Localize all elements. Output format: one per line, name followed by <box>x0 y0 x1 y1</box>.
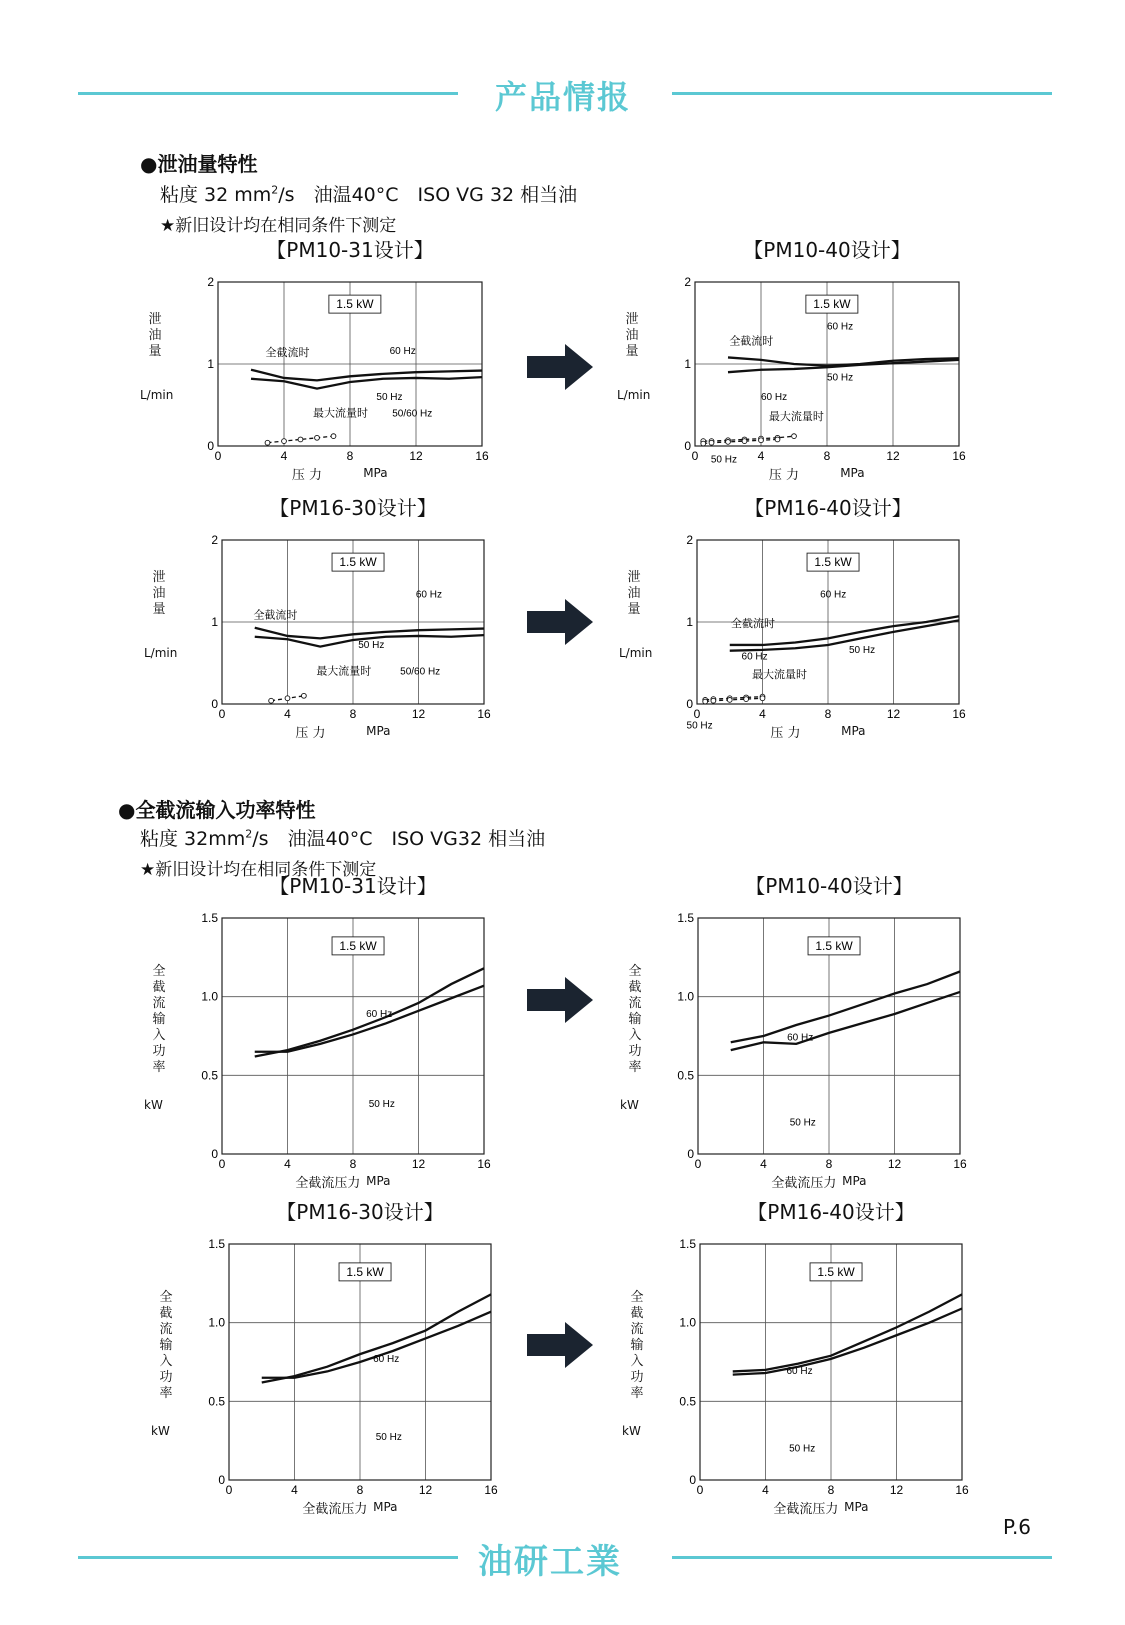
curve-label: 50/60 Hz <box>400 666 441 678</box>
x-tick-label: 0 <box>693 707 701 721</box>
y-label-char: 入 <box>628 1028 642 1043</box>
y-label-char: 泄 <box>627 570 641 585</box>
leak-y-unit: L/min <box>619 646 653 660</box>
curve-label: 60 Hz <box>389 346 416 358</box>
x-tick-label: 0 <box>218 707 226 721</box>
power-y-axis-label <box>159 1290 173 1402</box>
x-tick-label: 12 <box>418 1483 433 1497</box>
curve-label: 50 Hz <box>827 372 854 384</box>
curve-label: 50/60 Hz <box>392 408 433 420</box>
x-tick-label: 8 <box>349 1157 357 1171</box>
power-x-axis-label: 全截流压力 <box>295 1176 361 1191</box>
power-chart-1 <box>192 908 514 1184</box>
arrow-polygon <box>527 344 593 390</box>
x-tick-label: 12 <box>411 1157 426 1171</box>
series-line <box>262 1294 491 1382</box>
leak-chart-3 <box>192 530 514 734</box>
arrow-polygon <box>527 1322 593 1368</box>
rating-label: 1.5 kW <box>336 297 374 312</box>
curve-label: 60 Hz <box>366 1009 393 1021</box>
y-label-char: 截 <box>628 980 642 995</box>
curve-label: 60 Hz <box>787 1032 814 1044</box>
y-tick-label: 2 <box>686 533 693 547</box>
leak-x-axis-label: 压 力 <box>770 726 801 741</box>
leak-y-unit: L/min <box>144 646 178 660</box>
curve-label: 全截流时 <box>729 335 774 348</box>
y-tick-label: 2 <box>211 533 218 547</box>
section1-note: ★新旧设计均在相同条件下测定 <box>160 216 397 236</box>
x-tick-label: 16 <box>953 1157 967 1171</box>
y-tick-label: 1 <box>684 357 691 371</box>
leak-chart-svg <box>665 272 989 476</box>
leak-chart-title: 【PM10-40设计】 <box>743 238 911 262</box>
x-tick-label: 0 <box>696 1483 704 1497</box>
arrow-polygon <box>527 599 593 645</box>
power-x-axis-label: 全截流压力 <box>771 1176 837 1191</box>
y-label-char: 量 <box>627 602 641 617</box>
power-chart-2 <box>668 908 990 1184</box>
y-tick-label: 2 <box>684 275 691 289</box>
leak-y-unit: L/min <box>140 388 174 402</box>
cond-suffix: /s 油温40°C ISO VG32 相当油 <box>252 828 546 850</box>
y-label-char: 量 <box>148 344 162 359</box>
x-tick-label: 4 <box>291 1483 298 1497</box>
arrow-right-icon <box>525 975 595 1025</box>
footer-rule-left <box>78 1556 458 1559</box>
x-tick-label: 0 <box>218 1157 226 1171</box>
x-tick-label: 16 <box>952 449 966 463</box>
y-tick-label: 1 <box>211 615 218 629</box>
curve-label: 50 Hz <box>848 645 876 657</box>
x-tick-label: 16 <box>475 449 489 463</box>
power-chart-title: 【PM16-40设计】 <box>747 1200 915 1224</box>
y-tick-label: 1.5 <box>677 911 694 925</box>
curve-label: 50 Hz <box>376 392 403 404</box>
power-y-unit: kW <box>622 1424 641 1438</box>
y-label-char: 油 <box>625 328 639 343</box>
y-tick-label: 1.0 <box>201 989 218 1004</box>
arrow-right-icon <box>525 342 595 392</box>
leak-x-unit: MPa <box>840 466 865 480</box>
series-line <box>728 360 959 372</box>
rating-label: 1.5 kW <box>817 1264 855 1279</box>
x-tick-label: 12 <box>887 1157 902 1171</box>
arrow-shape <box>525 975 595 1025</box>
y-label-char: 入 <box>630 1354 644 1369</box>
y-tick-label: 0 <box>211 697 218 711</box>
y-label-char: 泄 <box>148 312 162 327</box>
y-label-char: 流 <box>159 1322 173 1337</box>
y-tick-label: 0.5 <box>679 1394 696 1409</box>
y-tick-label: 1.5 <box>679 1237 696 1251</box>
data-point <box>301 693 306 698</box>
x-tick-label: 12 <box>409 449 423 463</box>
curve-label: 全截流时 <box>731 617 776 630</box>
leak-chart-title: 【PM16-30设计】 <box>269 496 437 520</box>
curve-label: 60 Hz <box>761 392 788 404</box>
x-tick-label: 8 <box>823 449 831 463</box>
header-rule-left <box>78 92 458 95</box>
rating-label: 1.5 kW <box>346 1264 384 1279</box>
data-point <box>711 698 716 703</box>
y-label-char: 输 <box>152 1012 166 1027</box>
leak-chart-2 <box>665 272 989 476</box>
leak-chart-title: 【PM10-31设计】 <box>266 238 434 262</box>
arrow-right-icon <box>525 1320 595 1370</box>
power-chart-3 <box>199 1234 521 1510</box>
leak-x-unit: MPa <box>363 466 388 480</box>
rating-label: 1.5 kW <box>815 938 853 953</box>
y-label-char: 泄 <box>625 312 639 327</box>
cond-prefix: 粘度 32mm <box>140 828 246 850</box>
arrow-shape <box>525 597 595 647</box>
curve-label: 60 Hz <box>415 589 443 601</box>
rating-label: 1.5 kW <box>814 555 852 570</box>
power-chart-title: 【PM10-40设计】 <box>745 874 913 898</box>
y-label-char: 截 <box>630 1306 644 1321</box>
data-point <box>269 698 274 703</box>
leak-y-axis-label <box>152 570 166 618</box>
curve-label: 全截流时 <box>265 346 310 359</box>
x-tick-label: 0 <box>225 1483 233 1497</box>
x-tick-label: 0 <box>214 449 222 463</box>
power-x-unit: MPa <box>844 1500 869 1514</box>
curve-label: 60 Hz <box>741 651 768 663</box>
x-tick-label: 0 <box>691 449 699 463</box>
y-tick-label: 0.5 <box>677 1068 694 1083</box>
leak-chart-svg <box>667 530 989 734</box>
y-label-char: 油 <box>627 586 641 601</box>
rating-label: 1.5 kW <box>813 297 851 312</box>
leak-x-unit: MPa <box>841 724 866 738</box>
x-tick-label: 4 <box>760 1157 767 1171</box>
leak-x-axis-label: 压 力 <box>291 468 323 483</box>
y-tick-label: 0 <box>684 439 691 453</box>
y-label-char: 率 <box>628 1060 642 1075</box>
y-tick-label: 1.5 <box>201 911 218 925</box>
power-chart-4 <box>670 1234 992 1510</box>
y-label-char: 率 <box>630 1386 644 1401</box>
x-tick-label: 12 <box>889 1483 904 1497</box>
y-label-char: 功 <box>152 1044 166 1059</box>
x-tick-label: 4 <box>284 1157 291 1171</box>
section1-conditions <box>160 180 577 207</box>
y-label-char: 流 <box>152 996 166 1011</box>
x-tick-label: 12 <box>886 449 900 463</box>
series-line <box>731 992 960 1050</box>
y-tick-label: 0 <box>687 1147 694 1161</box>
power-y-axis-label <box>152 964 166 1076</box>
x-tick-label: 16 <box>484 1483 498 1497</box>
curve-label: 最大流量时 <box>752 668 808 681</box>
power-chart-svg <box>668 908 990 1184</box>
power-x-unit: MPa <box>373 1500 398 1514</box>
curve-label: 60 Hz <box>786 1365 813 1377</box>
arrow-polygon <box>527 977 593 1023</box>
y-label-char: 输 <box>630 1338 644 1353</box>
y-label-char: 流 <box>628 996 642 1011</box>
power-y-axis-label <box>630 1290 644 1402</box>
power-chart-title: 【PM10-31设计】 <box>269 874 437 898</box>
arrow-shape <box>525 342 595 392</box>
section1-title: ●泄油量特性 <box>140 152 258 176</box>
y-label-char: 油 <box>152 586 166 601</box>
y-tick-label: 2 <box>207 275 214 289</box>
x-tick-label: 12 <box>411 707 426 721</box>
leak-chart-svg <box>192 530 514 734</box>
x-tick-label: 8 <box>824 707 832 721</box>
leak-x-unit: MPa <box>366 724 391 738</box>
y-label-char: 量 <box>152 602 166 617</box>
cond-sup: 2 <box>271 183 279 197</box>
curve-label: 最大流量时 <box>313 407 369 420</box>
x-tick-label: 8 <box>825 1157 833 1171</box>
data-point <box>759 438 764 443</box>
y-tick-label: 0 <box>218 1473 225 1487</box>
y-tick-label: 0.5 <box>201 1068 218 1083</box>
curve-label: 50 Hz <box>710 454 737 466</box>
data-point <box>285 696 290 701</box>
series-line <box>733 1294 962 1371</box>
power-y-unit: kW <box>151 1424 170 1438</box>
header-title: 产品情报 <box>495 78 632 116</box>
data-point <box>701 441 706 446</box>
data-point <box>760 696 765 701</box>
x-tick-label: 4 <box>759 707 766 721</box>
y-label-char: 入 <box>152 1028 166 1043</box>
series-line <box>731 971 960 1042</box>
x-tick-label: 16 <box>477 707 491 721</box>
x-tick-label: 4 <box>762 1483 769 1497</box>
series-line <box>262 1312 491 1378</box>
data-point <box>792 434 797 439</box>
curve-label: 60 Hz <box>827 321 854 333</box>
leak-y-axis-label <box>627 570 641 618</box>
y-label-char: 截 <box>159 1306 173 1321</box>
cond-sup: 2 <box>245 827 253 841</box>
y-label-char: 率 <box>159 1386 173 1401</box>
arrow-right-icon <box>525 597 595 647</box>
curve-label: 最大流量时 <box>768 410 824 423</box>
y-tick-label: 0 <box>211 1147 218 1161</box>
curve-label: 50 Hz <box>375 1431 402 1443</box>
curve-label: 最大流量时 <box>316 665 372 678</box>
x-tick-label: 8 <box>827 1483 835 1497</box>
y-label-char: 功 <box>159 1370 173 1385</box>
cond-prefix: 粘度 32 mm <box>160 184 272 206</box>
leak-chart-svg <box>188 272 512 476</box>
y-label-char: 流 <box>630 1322 644 1337</box>
x-tick-label: 0 <box>694 1157 702 1171</box>
data-point <box>775 437 780 442</box>
leak-x-axis-label: 压 力 <box>768 468 800 483</box>
x-tick-label: 16 <box>952 707 966 721</box>
y-tick-label: 1.5 <box>208 1237 225 1251</box>
x-tick-label: 12 <box>886 707 901 721</box>
y-label-char: 全 <box>152 964 166 979</box>
y-label-char: 功 <box>630 1370 644 1385</box>
leak-y-axis-label <box>148 312 162 360</box>
y-label-char: 输 <box>159 1338 173 1353</box>
data-point <box>726 440 731 445</box>
curve-label: 60 Hz <box>373 1354 400 1365</box>
x-tick-label: 16 <box>955 1483 969 1497</box>
y-label-char: 率 <box>152 1060 166 1075</box>
power-x-unit: MPa <box>366 1174 391 1188</box>
y-tick-label: 0 <box>689 1473 696 1487</box>
power-y-unit: kW <box>620 1098 639 1112</box>
leak-chart-4 <box>667 530 989 734</box>
y-label-char: 截 <box>152 980 166 995</box>
curve-label: 60 Hz <box>820 589 847 601</box>
curve-label: 全截流时 <box>253 609 298 622</box>
data-point <box>742 439 747 444</box>
curve-label: 50 Hz <box>789 1117 816 1129</box>
power-chart-title: 【PM16-30设计】 <box>276 1200 444 1224</box>
y-tick-label: 0 <box>686 697 693 711</box>
section2-title: ●全截流输入功率特性 <box>118 798 316 822</box>
power-x-unit: MPa <box>842 1174 867 1188</box>
x-tick-label: 8 <box>356 1483 364 1497</box>
data-point <box>727 698 732 703</box>
data-point <box>265 440 270 445</box>
data-point <box>709 440 714 445</box>
x-tick-label: 16 <box>477 1157 491 1171</box>
power-x-axis-label: 全截流压力 <box>302 1502 368 1517</box>
arrow-shape <box>525 1320 595 1370</box>
leak-chart-1 <box>188 272 512 476</box>
x-tick-label: 8 <box>346 449 354 463</box>
power-y-unit: kW <box>144 1098 163 1112</box>
data-point <box>331 434 336 439</box>
y-label-char: 全 <box>630 1290 644 1305</box>
y-label-char: 全 <box>628 964 642 979</box>
rating-label: 1.5 kW <box>339 938 377 953</box>
data-point <box>282 439 287 444</box>
curve-label: 50 Hz <box>368 1098 395 1110</box>
data-point <box>703 699 708 704</box>
power-chart-svg <box>670 1234 992 1510</box>
y-label-char: 输 <box>628 1012 642 1027</box>
y-label-char: 入 <box>159 1354 173 1369</box>
data-point <box>298 437 303 442</box>
power-x-axis-label: 全截流压力 <box>773 1502 839 1517</box>
y-label-char: 油 <box>148 328 162 343</box>
leak-y-axis-label <box>625 312 639 360</box>
series-line <box>733 1309 962 1375</box>
section2-note: ★新旧设计均在相同条件下测定 <box>140 860 377 880</box>
y-tick-label: 1 <box>686 615 693 629</box>
data-point <box>744 697 749 702</box>
footer-rule-right <box>672 1556 1052 1559</box>
section2-conditions <box>140 824 545 851</box>
leak-chart-title: 【PM16-40设计】 <box>744 496 912 520</box>
x-tick-label: 4 <box>757 449 765 463</box>
y-tick-label: 1 <box>207 357 214 371</box>
y-tick-label: 0 <box>207 439 214 453</box>
y-label-char: 功 <box>628 1044 642 1059</box>
leak-y-unit: L/min <box>617 388 651 402</box>
x-tick-label: 4 <box>284 707 291 721</box>
x-tick-label: 4 <box>280 449 288 463</box>
header-rule-right <box>672 92 1052 95</box>
y-label-char: 泄 <box>152 570 166 585</box>
cond-suffix: /s 油温40°C ISO VG 32 相当油 <box>278 184 578 206</box>
rating-label: 1.5 kW <box>339 555 377 570</box>
page-number: P.6 <box>1003 1515 1032 1539</box>
y-tick-label: 0.5 <box>208 1394 225 1409</box>
power-chart-svg <box>199 1234 521 1510</box>
y-label-char: 全 <box>159 1290 173 1305</box>
y-tick-label: 1.0 <box>208 1315 225 1330</box>
curve-label: 50 Hz <box>789 1443 816 1455</box>
y-tick-label: 1.0 <box>677 989 694 1004</box>
y-tick-label: 1.0 <box>679 1315 696 1330</box>
curve-label: 50 Hz <box>358 640 385 652</box>
x-tick-label: 8 <box>349 707 357 721</box>
data-point <box>315 435 320 440</box>
leak-x-axis-label: 压 力 <box>295 726 326 741</box>
footer-brand: 油研工業 <box>478 1542 622 1582</box>
y-label-char: 量 <box>625 344 639 359</box>
power-chart-svg <box>192 908 514 1184</box>
power-y-axis-label <box>628 964 642 1076</box>
curve-label: 50 Hz <box>686 720 713 732</box>
